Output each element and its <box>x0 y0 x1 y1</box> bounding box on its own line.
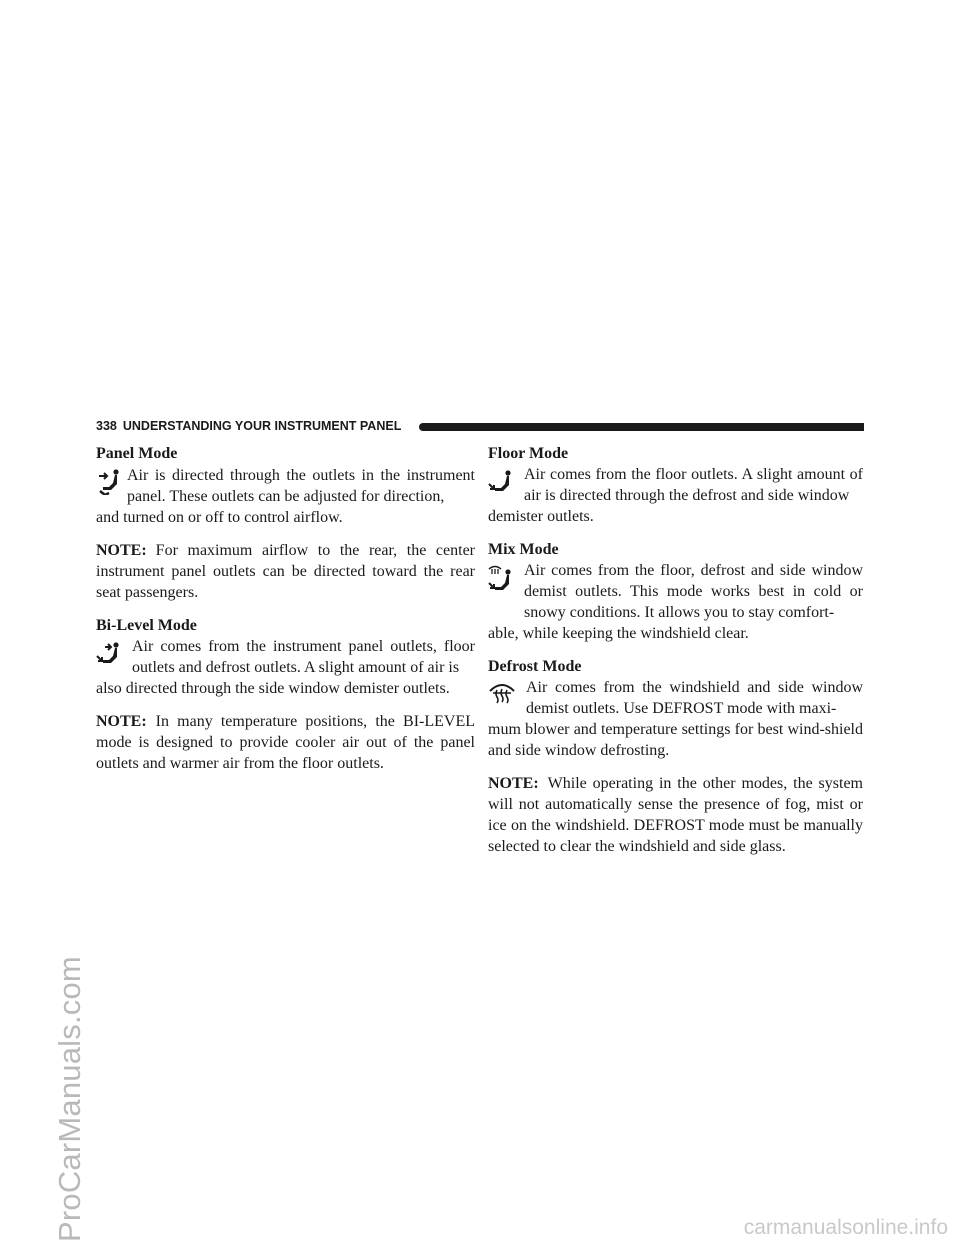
page-header <box>96 421 864 435</box>
panel-mode-paragraph <box>96 465 475 528</box>
right-column <box>488 443 863 869</box>
note-label: NOTE: <box>488 775 539 792</box>
left-column <box>96 443 475 786</box>
floor-mode-text-indented: Air comes from the floor outlets. A slight amount of air is directed through the defrost and side window <box>524 466 863 504</box>
bi-level-mode-icon <box>96 642 122 668</box>
mix-mode-title: Mix Mode <box>488 541 559 558</box>
panel-mode-icon <box>96 469 122 495</box>
panel-mode-text-indented: Air is directed through the outlets in the instrument panel. These outlets can be adjusted for direction, <box>127 467 475 505</box>
note-text: For maximum airflow to the rear, the center instrument panel outlets can be directed toward the rear seat passengers. <box>96 542 475 601</box>
defrost-mode-text: mum blower and temperature settings for best wind-shield and side window defrosting. <box>488 721 863 759</box>
floor-mode-icon <box>488 470 514 496</box>
bi-level-mode-paragraph <box>96 636 475 699</box>
bi-level-mode-title: Bi-Level Mode <box>96 617 197 634</box>
section-title: UNDERSTANDING YOUR INSTRUMENT PANEL <box>122 419 402 433</box>
header-text <box>96 419 401 433</box>
note-text: While operating in the other modes, the system will not automatically sense the presence of fog, mist or ice on the windshield. DEFROST mode must be manually selected to clear the windshield and side glass. <box>488 775 863 855</box>
mix-mode-paragraph <box>488 560 863 644</box>
defrost-mode-icon <box>488 681 514 707</box>
panel-mode-title: Panel Mode <box>96 445 178 462</box>
watermark-bottom: carmanualsonline.info <box>743 1216 948 1239</box>
floor-mode-paragraph <box>488 464 863 527</box>
note-paragraph-1 <box>96 540 475 603</box>
mix-mode-icon <box>488 564 514 590</box>
defrost-mode-title: Defrost Mode <box>488 658 582 675</box>
defrost-mode-text-indented: Air comes from the windshield and side window demist outlets. Use DEFROST mode with maxi- <box>526 679 863 717</box>
bi-level-mode-text: also directed through the side window demister outlets. <box>96 680 450 697</box>
note-label: NOTE: <box>96 542 147 559</box>
page-number: 338 <box>96 419 117 433</box>
note-label: NOTE: <box>96 713 147 730</box>
defrost-mode-paragraph <box>488 677 863 761</box>
note-text: In many temperature positions, the BI-LEVEL mode is designed to provide cooler air out of the panel outlets and warmer air from the floor outlets. <box>96 713 475 772</box>
mix-mode-text-indented: Air comes from the floor, defrost and side window demist outlets. This mode works best in cold or snowy conditions. It allows you to stay comfort- <box>524 562 863 621</box>
mix-mode-text: able, while keeping the windshield clear. <box>488 625 749 642</box>
note-paragraph-3 <box>488 773 863 857</box>
header-rule <box>419 423 864 431</box>
watermark-left: ProCarManuals.com <box>52 956 87 1242</box>
note-paragraph-2 <box>96 711 475 774</box>
panel-mode-text: and turned on or off to control airflow. <box>96 509 343 526</box>
floor-mode-title: Floor Mode <box>488 445 569 462</box>
bi-level-mode-text-indented: Air comes from the instrument panel outlets, floor outlets and defrost outlets. A slight amount of air is <box>132 638 475 676</box>
floor-mode-text: demister outlets. <box>488 508 594 525</box>
